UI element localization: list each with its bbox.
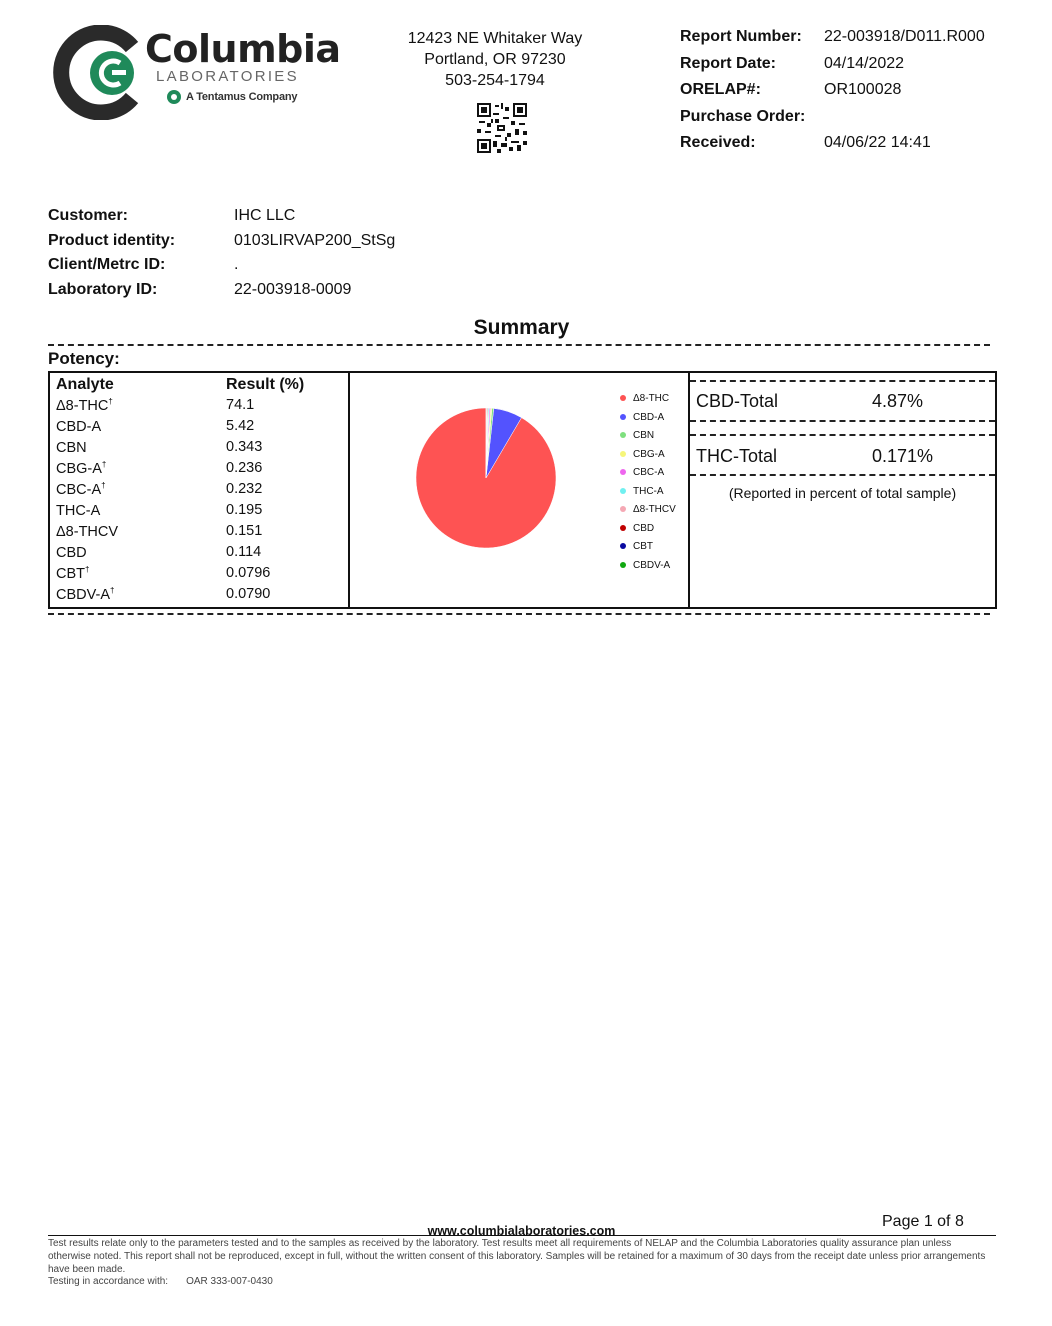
totals-panel <box>690 373 995 607</box>
logo-tagline: A Tentamus Company <box>186 91 298 103</box>
legend-swatch <box>620 469 626 475</box>
legend-label: CBG-A <box>633 448 665 460</box>
qr-code-icon[interactable] <box>477 103 527 153</box>
totals-divider <box>690 474 995 476</box>
legend-swatch <box>620 543 626 549</box>
potency-bottom-divider <box>48 613 990 615</box>
page-number: Page 1 of 8 <box>882 1213 964 1230</box>
analyte-name <box>56 544 87 561</box>
analyte-result: 0.195 <box>226 502 263 518</box>
legend-swatch <box>620 562 626 568</box>
address-line-2: Portland, OR 97230 <box>424 51 566 68</box>
legend-label: CBDV-A <box>633 559 671 571</box>
analyte-name <box>56 397 113 414</box>
legend-label: CBD <box>633 522 655 534</box>
testing-label: Testing in accordance with: <box>48 1276 169 1287</box>
legend-label: THC-A <box>633 485 664 497</box>
thc-total-label: THC-Total <box>696 446 778 466</box>
totals-divider <box>690 420 995 422</box>
analyte-label: Δ8-THCV <box>56 524 119 540</box>
reported-note: (Reported in percent of total sample) <box>728 485 957 501</box>
analyte-name <box>56 523 118 540</box>
analyte-result: 0.236 <box>226 460 263 476</box>
report-number-label: Report Number: <box>680 28 802 45</box>
analyte-label: CBD <box>56 545 87 561</box>
accreditation-dagger: † <box>108 397 113 406</box>
report-date-value: 04/14/2022 <box>824 54 905 72</box>
laboratory-id-label: Laboratory ID: <box>48 280 158 298</box>
analyte-name <box>56 460 106 477</box>
received-value: 04/06/22 14:41 <box>824 134 931 151</box>
received-label: Received: <box>680 134 756 151</box>
legend-swatch <box>620 432 626 438</box>
legend-label: CBD-A <box>633 411 665 423</box>
logo-subtitle: LABORATORIES <box>156 68 299 85</box>
analyte-label: CBG-A <box>56 461 102 477</box>
legend-label: CBT <box>633 541 653 552</box>
disclaimer-text: Test results relate only to the parameters tested and to the samples as received by the laboratory. Test results meet all requirements of NELAP and the Columbia Laboratories quality assurance plan unless otherwise noted. This report shall not be reproduced, except in full, without the written consent of this laboratory. Samples will be retained for a maximum of 30 days from the receipt date unless prior arrangements have been made. <box>48 1238 986 1275</box>
analyte-name <box>56 586 114 603</box>
analyte-label: Δ8-THC <box>56 398 109 414</box>
summary-divider <box>48 344 990 346</box>
customer-label: Customer: <box>48 207 129 224</box>
analyte-result: 0.232 <box>226 481 263 497</box>
analyte-result: 0.114 <box>226 544 262 560</box>
phone-number: 503-254-1794 <box>445 72 545 89</box>
analyte-name <box>56 565 89 582</box>
report-date-label: Report Date: <box>680 54 777 72</box>
legend-swatch <box>620 506 626 512</box>
analyte-label: CBD-A <box>56 419 102 435</box>
legend-label: CBN <box>633 430 655 441</box>
analyte-result: 0.0796 <box>226 565 271 581</box>
accreditation-dagger: † <box>101 460 107 469</box>
result-header: Result (%) <box>226 376 305 393</box>
testing-accordance <box>48 1276 273 1287</box>
potency-label: Potency: <box>48 349 120 368</box>
client-metrc-value: . <box>234 256 239 273</box>
accreditation-dagger: † <box>101 481 106 490</box>
orelap-label: ORELAP#: <box>680 81 761 98</box>
tentamus-leaf-icon <box>166 89 182 105</box>
analyte-name <box>56 481 106 498</box>
accreditation-dagger: † <box>110 586 115 595</box>
analyte-header: Analyte <box>56 376 114 393</box>
logo-wordmark: Columbia <box>145 27 341 71</box>
analyte-result: 0.343 <box>226 439 263 455</box>
columbia-logo <box>50 25 341 120</box>
legend-swatch <box>620 395 626 401</box>
product-identity-value: 0103LIRVAP200_StSg <box>234 231 396 249</box>
cbd-total-label: CBD-Total <box>696 391 779 411</box>
testing-value: OAR 333-007-0430 <box>186 1276 273 1287</box>
pie-chart-area <box>350 373 688 607</box>
orelap-value: OR100028 <box>824 81 902 98</box>
analyte-result: 5.42 <box>226 418 255 434</box>
cbd-total-value: 4.87% <box>872 391 924 411</box>
analyte-label: CBC-A <box>56 482 102 498</box>
footer-rule <box>48 1235 996 1236</box>
analyte-label: CBT <box>56 566 85 582</box>
accreditation-dagger: † <box>85 565 90 574</box>
legend-swatch <box>620 488 626 494</box>
purchase-order-label: Purchase Order: <box>680 107 806 125</box>
address-line-1: 12423 NE Whitaker Way <box>407 30 583 47</box>
analyte-name <box>56 418 101 435</box>
analyte-name <box>56 502 100 519</box>
customer-value: IHC LLC <box>234 207 296 224</box>
thc-total-value: 0.171% <box>872 446 934 466</box>
analyte-result: 0.0790 <box>226 586 271 602</box>
analyte-name <box>56 439 87 456</box>
analyte-result: 74.1 <box>226 397 255 413</box>
website-link[interactable]: www.columbialaboratories.com <box>427 1224 616 1238</box>
report-number-value: 22-003918/D011.R000 <box>824 28 985 45</box>
laboratory-id-value: 22-003918-0009 <box>234 280 352 298</box>
client-metrc-label: Client/Metrc ID: <box>48 256 166 273</box>
legend-label: Δ8-THC <box>633 393 670 404</box>
totals-divider <box>690 380 995 382</box>
legend-swatch <box>620 451 626 457</box>
columbia-c-logo-icon <box>50 25 145 120</box>
analyte-label: CBN <box>56 440 87 456</box>
potency-box <box>48 371 997 609</box>
legend-swatch <box>620 525 626 531</box>
product-identity-label: Product identity: <box>48 231 176 249</box>
analyte-result: 0.151 <box>226 523 263 539</box>
legend-swatch <box>620 414 626 420</box>
legend-label: CBC-A <box>633 467 665 478</box>
totals-divider <box>690 434 995 436</box>
analyte-label: THC-A <box>56 503 101 519</box>
legend-label: Δ8-THCV <box>633 504 676 515</box>
lab-address <box>380 28 610 91</box>
summary-heading: Summary <box>473 316 570 339</box>
analyte-label: CBDV-A <box>56 587 110 603</box>
